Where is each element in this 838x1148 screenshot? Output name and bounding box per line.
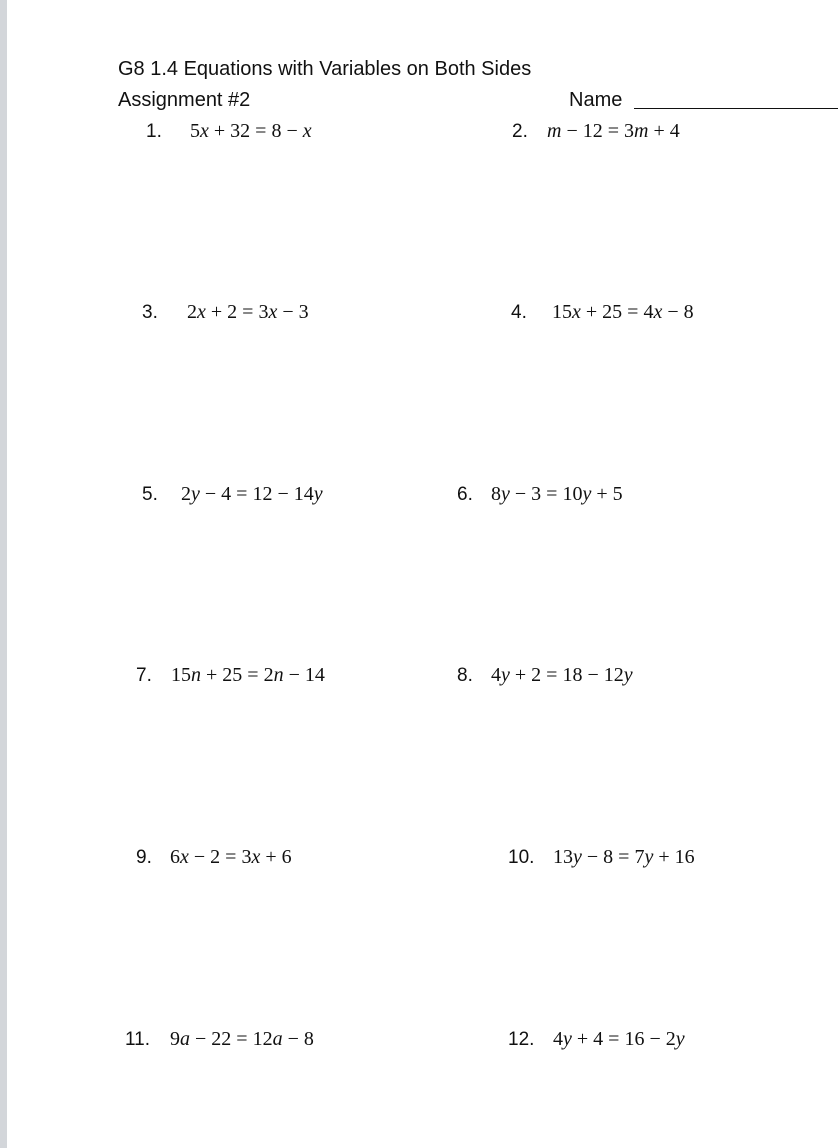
problem-equation: 5x + 32 = 8 − x	[190, 120, 312, 142]
problem-5	[142, 481, 323, 509]
problem-11	[125, 1026, 314, 1054]
problem-number: 7.	[136, 665, 152, 686]
problem-3	[142, 299, 309, 327]
left-edge-bar	[0, 0, 7, 1148]
problem-number: 1.	[146, 121, 162, 142]
problem-number: 8.	[457, 665, 473, 686]
problem-4	[511, 299, 694, 327]
problem-number: 6.	[457, 484, 473, 505]
problem-equation: 8y − 3 = 10y + 5	[491, 483, 623, 505]
problem-number: 5.	[142, 484, 158, 505]
problem-number: 4.	[511, 302, 527, 323]
problem-6	[457, 481, 623, 509]
problem-number: 2.	[512, 121, 528, 142]
problem-equation: 15n + 25 = 2n − 14	[171, 664, 325, 686]
problem-12	[508, 1026, 685, 1054]
problem-number: 12.	[508, 1029, 535, 1050]
name-label: Name	[569, 89, 623, 111]
problem-1	[146, 118, 312, 146]
problem-equation: 2y − 4 = 12 − 14y	[181, 483, 323, 505]
problem-number: 11.	[125, 1029, 151, 1050]
problem-number: 10.	[508, 847, 535, 868]
problem-equation: 6x − 2 = 3x + 6	[170, 846, 292, 868]
problem-2	[512, 118, 680, 146]
problem-number: 9.	[136, 847, 152, 868]
worksheet-title: G8 1.4 Equations with Variables on Both Sides	[118, 58, 532, 80]
problem-number: 3.	[142, 302, 158, 323]
problem-equation: 15x + 25 = 4x − 8	[552, 301, 694, 323]
problem-7	[136, 662, 325, 690]
problem-10	[508, 844, 695, 872]
problem-equation: m − 12 = 3m + 4	[547, 120, 680, 142]
problem-9	[136, 844, 292, 872]
name-blank-line	[634, 108, 838, 109]
problem-equation: 2x + 2 = 3x − 3	[187, 301, 309, 323]
problem-equation: 4y + 4 = 16 − 2y	[553, 1028, 685, 1050]
problem-equation: 13y − 8 = 7y + 16	[553, 846, 695, 868]
problem-equation: 4y + 2 = 18 − 12y	[491, 664, 633, 686]
problem-8	[457, 662, 633, 690]
problem-equation: 9a − 22 = 12a − 8	[170, 1028, 314, 1050]
assignment-label: Assignment #2	[118, 89, 251, 111]
